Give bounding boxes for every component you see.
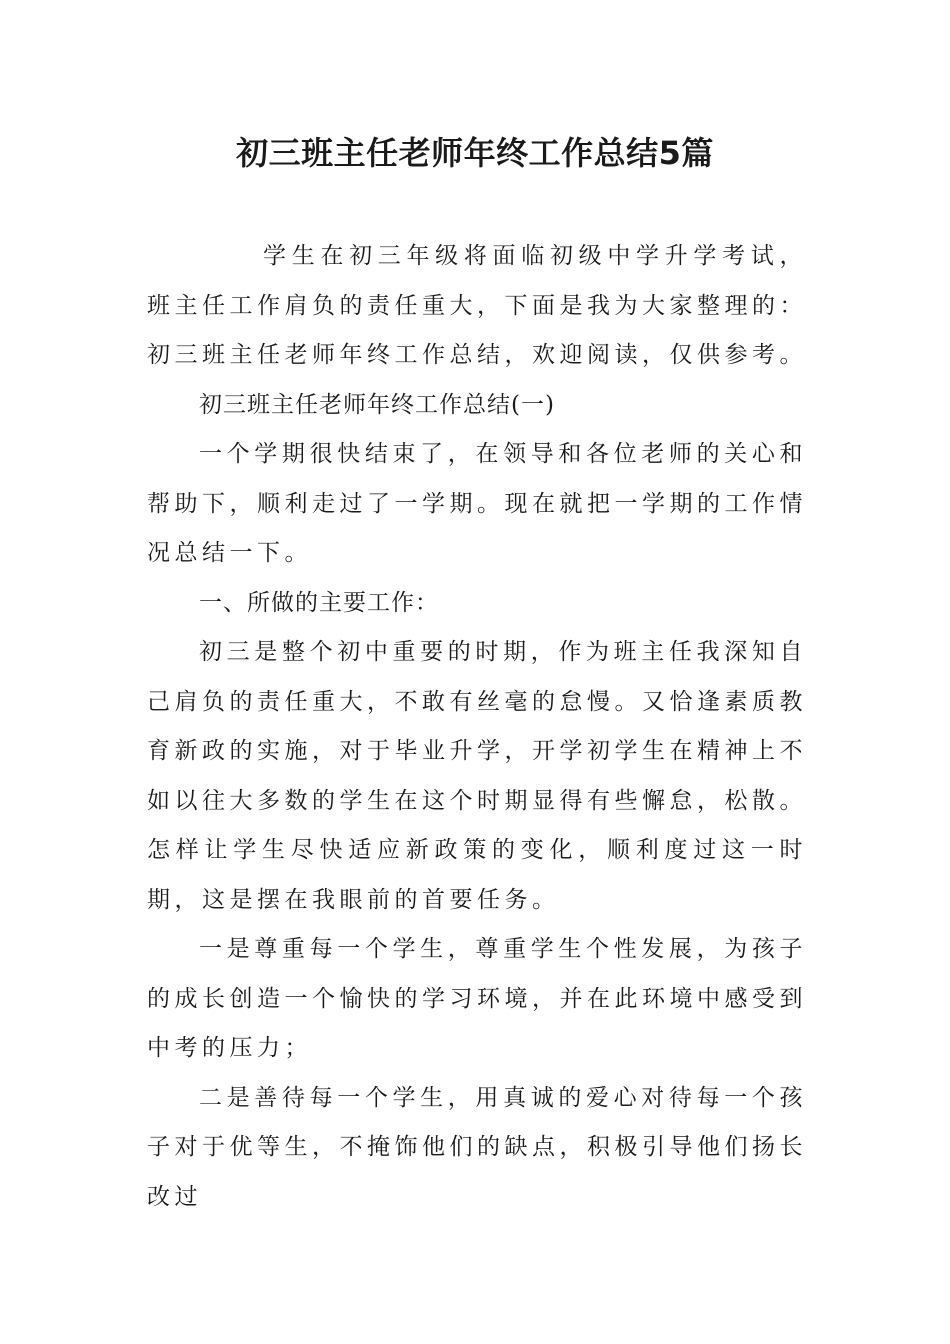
document-body: [147, 232, 807, 1222]
intro-paragraph: 学生在初三年级将面临初级中学升学考试，班主任工作肩负的责任重大，下面是我为大家整理的：初三班主任老师年终工作总结，欢迎阅读，仅供参考。: [147, 243, 807, 368]
page-title: 初三班主任老师年终工作总结5篇: [236, 134, 714, 172]
body-paragraph: 二是善待每一个学生，用真诚的爱心对待每一个孩子对于优等生，不掩饰他们的缺点，积极引导他们扬长改过: [147, 1084, 807, 1210]
subsection-heading: 一、所做的主要工作：: [199, 589, 439, 616]
body-paragraph: 一个学期很快结束了，在领导和各位老师的关心和帮助下，顺利走过了一学期。现在就把一学期的工作情况总结一下。: [147, 441, 807, 566]
section-heading: 初三班主任老师年终工作总结(一): [199, 391, 555, 418]
body-paragraph: 一是尊重每一个学生，尊重学生个性发展，为孩子的成长创造一个愉快的学习环境，并在此环境中感受到中考的压力；: [147, 936, 807, 1061]
body-paragraph: 初三是整个初中重要的时期，作为班主任我深知自己肩负的责任重大，不敢有丝毫的怠慢。又恰逢素质教育新政的实施，对于毕业升学，开学初学生在精神上不如以往大多数的学生在这个时期显得有些懈怠，松散。怎样让学生尽快适应新政策的变化，顺利度过这一时期，这是摆在我眼前的首要任务。: [147, 639, 807, 913]
